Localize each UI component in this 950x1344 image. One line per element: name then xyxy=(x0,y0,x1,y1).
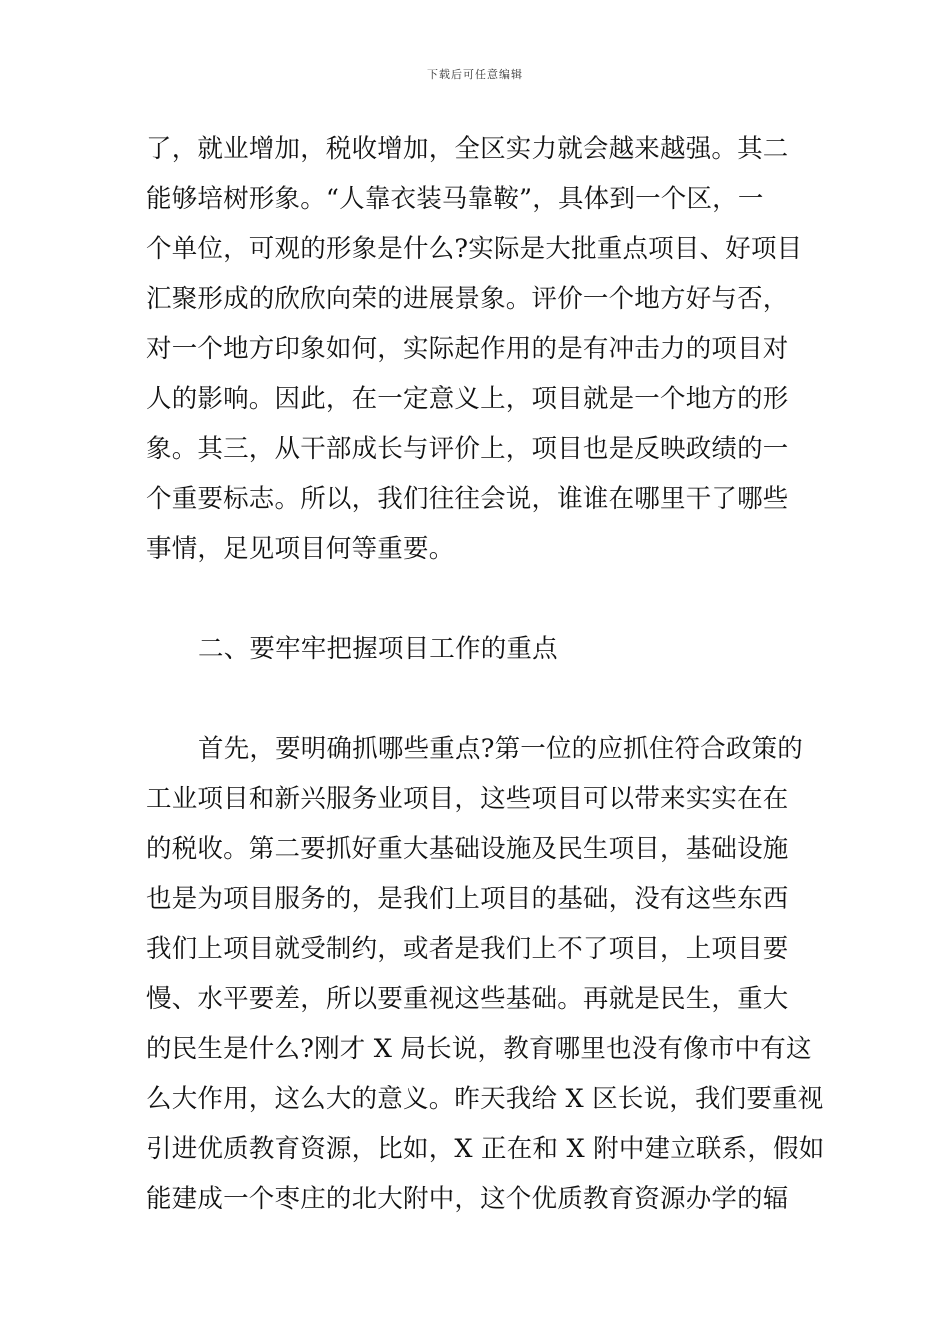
text-line: 能建成一个枣庄的北大附中，这个优质教育资源办学的辐 xyxy=(146,1184,789,1214)
text-line: 能够培树形象。“人靠衣装马靠鞍”，具体到一个区，一 xyxy=(146,184,764,214)
text-line: 的税收。第二要抓好重大基础设施及民生项目，基础设施 xyxy=(146,834,789,864)
text-line: 对一个地方印象如何，实际起作用的是有冲击力的项目对 xyxy=(146,334,789,364)
paragraph-key-priorities xyxy=(146,724,825,1224)
document-body xyxy=(146,124,825,1224)
text-line: 汇聚形成的欣欣向荣的进展景象。评价一个地方好与否， xyxy=(146,284,789,314)
text-line: 事情，足见项目何等重要。 xyxy=(146,534,455,564)
text-line: 引进优质教育资源，比如，X 正在和 X 附中建立联系，假如 xyxy=(146,1134,825,1164)
text-line: 个重要标志。所以，我们往往会说，谁谁在哪里干了哪些 xyxy=(146,484,789,514)
text-line: 首先，要明确抓哪些重点?第一位的应抓住符合政策的 xyxy=(198,734,803,764)
text-line: 我们上项目就受制约，或者是我们上不了项目，上项目要 xyxy=(146,934,789,964)
paragraph-spacer xyxy=(146,574,810,624)
text-line: 的民生是什么?刚才 X 局长说，教育哪里也没有像市中有这 xyxy=(146,1034,812,1064)
text-line: 人的影响。因此，在一定意义上，项目就是一个地方的形 xyxy=(146,384,789,414)
text-line: 么大作用，这么大的意义。昨天我给 X 区长说，我们要重视 xyxy=(146,1084,824,1114)
text-line: 也是为项目服务的，是我们上项目的基础，没有这些东西 xyxy=(146,884,789,914)
text-line: 工业项目和新兴服务业项目，这些项目可以带来实实在在 xyxy=(146,784,789,814)
text-line: 了，就业增加，税收增加，全区实力就会越来越强。其二 xyxy=(146,134,789,164)
paragraph-spacer xyxy=(146,674,810,724)
text-line: 象。其三，从干部成长与评价上，项目也是反映政绩的一 xyxy=(146,434,789,464)
text-line: 个单位，可观的形象是什么?实际是大批重点项目、好项目 xyxy=(146,234,803,264)
text-line: 慢、水平要差，所以要重视这些基础。再就是民生，重大 xyxy=(146,984,789,1014)
paragraph-project-importance xyxy=(146,124,810,574)
download-note: 下载后可任意编辑 xyxy=(427,68,523,81)
section-heading: 二、要牢牢把握项目工作的重点 xyxy=(198,634,558,664)
